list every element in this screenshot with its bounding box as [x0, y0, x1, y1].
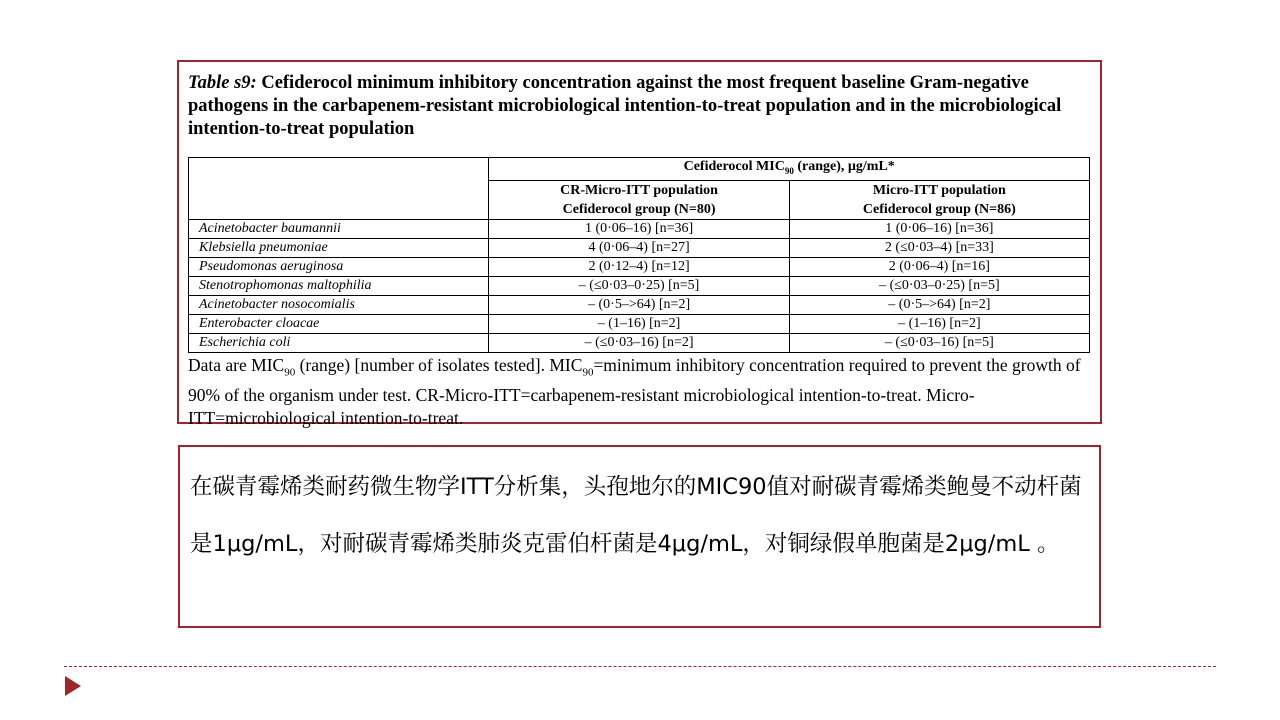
micro-value-cell: 2 (0·06–4) [n=16]: [789, 257, 1089, 276]
triangle-right-icon: [65, 676, 81, 696]
table-row: [189, 314, 1090, 333]
organism-cell: Acinetobacter nosocomialis: [189, 295, 489, 314]
organism-cell: Acinetobacter baumannii: [189, 219, 489, 238]
cr-value-cell: 4 (0·06–4) [n=27]: [489, 238, 789, 257]
cr-value-cell: – (≤0·03–0·25) [n=5]: [489, 276, 789, 295]
table-footnote: Data are $MIC_{90}$ (range) [number of isolates tested]. $MIC_{90}=minimum$ inhibitory concentration required to prevent the growth of 90% of the organism under test. CR-Micro-ITT=carbapenem-resistant microbiological intention-to-treat. Micro-ITT=microbiological intention-to-treat.: [188, 354, 1081, 429]
organism-cell: Escherichia coli: [189, 333, 489, 352]
micro-value-cell: – (0·5–>64) [n=2]: [789, 295, 1089, 314]
mic-header: Cefiderocol $MIC_{90}$ (range), µg/mL*: [489, 158, 1090, 181]
cr-value-cell: – (1–16) [n=2]: [489, 314, 789, 333]
organism-cell: Enterobacter cloacae: [189, 314, 489, 333]
micro-value-cell: – (1–16) [n=2]: [789, 314, 1089, 333]
table-caption-label: Table s9:: [188, 73, 257, 93]
organism-cell: Klebsiella pneumoniae: [189, 238, 489, 257]
table-row: [189, 219, 1090, 238]
micro-itt-header: Micro-ITT population Cefiderocol group (N=86): [789, 180, 1089, 219]
summary-panel: [178, 445, 1101, 628]
table-row: [189, 333, 1090, 352]
table-panel: [177, 60, 1102, 429]
micro-value-cell: – (≤0·03–16) [n=5]: [789, 333, 1089, 352]
summary-text: 在碳青霉烯类耐药微生物学ITT分析集，头孢地尔的MIC90值对耐碳青霉烯类鲍曼不动杆菌是1μg/mL，对耐碳青霉烯类肺炎克雷伯杆菌是4μg/mL，对铜绿假单胞菌是2μg/mL 。: [190, 474, 1082, 557]
cr-value-cell: – (0·5–>64) [n=2]: [489, 295, 789, 314]
cr-micro-itt-header: CR-Micro-ITT population Cefiderocol group (N=80): [489, 180, 789, 219]
micro-value-cell: 1 (0·06–16) [n=36]: [789, 219, 1089, 238]
micro-value-cell: 2 (≤0·03–4) [n=33]: [789, 238, 1089, 257]
cr-value-cell: – (≤0·03–16) [n=2]: [489, 333, 789, 352]
footer-divider: [64, 666, 1216, 667]
organism-cell: Stenotrophomonas maltophilia: [189, 276, 489, 295]
table-row: [189, 257, 1090, 276]
cr-value-cell: 2 (0·12–4) [n=12]: [489, 257, 789, 276]
empty-header-cell: [189, 158, 489, 220]
organism-cell: Pseudomonas aeruginosa: [189, 257, 489, 276]
table-caption-text: Cefiderocol minimum inhibitory concentration against the most frequent baseline Gram-negative pathogens in the carbapenem-resistant microbiological intention-to-treat population and in the microbiological intention-to-treat population: [188, 73, 1062, 139]
table-row: [189, 238, 1090, 257]
table-row: [189, 276, 1090, 295]
cr-value-cell: 1 (0·06–16) [n=36]: [489, 219, 789, 238]
micro-value-cell: – (≤0·03–0·25) [n=5]: [789, 276, 1089, 295]
mic-table: [188, 157, 1090, 353]
table-header-row: [189, 158, 1090, 181]
table-row: [189, 295, 1090, 314]
table-caption: [188, 72, 1090, 141]
